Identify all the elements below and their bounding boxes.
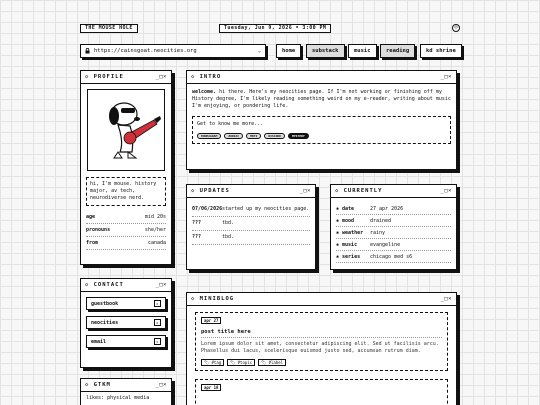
- update-row: 07/06/2026 started up my neocities page.: [192, 203, 310, 217]
- profile-window: [80, 70, 172, 265]
- blog-post: [195, 379, 448, 405]
- bullet-icon: ❀: [336, 217, 343, 224]
- updates-window: [186, 184, 316, 270]
- nav-music-button[interactable]: music: [348, 44, 377, 58]
- lock-icon: [85, 48, 90, 54]
- email-button[interactable]: email ▸: [86, 335, 166, 348]
- currently-row: ❀ mood drained: [336, 215, 451, 227]
- diamond-icon: ◇: [191, 74, 200, 80]
- window-controls[interactable]: _□×: [299, 188, 311, 194]
- post-date: apr 27: [201, 317, 221, 324]
- arrow-icon: ▸: [154, 338, 161, 345]
- site-title: THE MOUSE HOLE: [80, 24, 138, 33]
- smile-icon[interactable]: ☺: [452, 24, 460, 32]
- updates-titlebar[interactable]: [187, 185, 315, 198]
- miniblog-window: [186, 292, 457, 405]
- window-controls[interactable]: _□×: [155, 282, 167, 288]
- miniblog-titlebar[interactable]: [187, 293, 456, 306]
- intro-window: [186, 70, 457, 170]
- post-tag[interactable]: 🏷 #topic: [227, 359, 255, 366]
- neocities-button[interactable]: neocities ▸: [86, 316, 166, 329]
- intro-titlebar[interactable]: [187, 71, 456, 84]
- profile-field: age mid 20s: [86, 211, 166, 224]
- diamond-icon: ◇: [191, 296, 200, 302]
- pill-button[interactable]: MBTI: [246, 133, 261, 139]
- updates-title: UPDATES: [199, 188, 230, 194]
- diamond-icon: ◇: [191, 188, 200, 194]
- contact-titlebar[interactable]: [81, 279, 171, 292]
- pill-button[interactable]: ZODIAC: [224, 133, 243, 139]
- currently-row: ❀ series chicago med s6: [336, 251, 451, 263]
- post-tag[interactable]: 🏷 #tag: [201, 359, 224, 366]
- bullet-icon: ❀: [336, 205, 343, 212]
- window-controls[interactable]: _□×: [440, 74, 452, 80]
- currently-title: CURRENTLY: [343, 188, 383, 194]
- avatar: [87, 89, 165, 171]
- profile-bio: hi, I'm mouse. history major, av tech, neurodiverse nerd.: [86, 177, 166, 206]
- profile-field: from canada: [86, 237, 166, 250]
- diamond-icon: ◇: [85, 282, 94, 288]
- tag-icon: 🏷: [204, 360, 210, 365]
- arrow-icon: ▸: [154, 319, 161, 326]
- bullet-icon: ❀: [336, 229, 343, 236]
- intro-title: INTRO: [199, 74, 222, 80]
- window-controls[interactable]: _□×: [155, 74, 167, 80]
- blog-post: [195, 312, 448, 371]
- profile-field: pronouns she/her: [86, 224, 166, 237]
- currently-row: ❀ date 27 apr 2026: [336, 203, 451, 215]
- currently-row: ❀ music evangeline: [336, 239, 451, 251]
- window-controls[interactable]: _□×: [155, 382, 167, 388]
- update-row: ??? tbd.: [192, 231, 310, 245]
- bullet-icon: ❀: [336, 241, 343, 248]
- window-controls[interactable]: _□×: [440, 296, 452, 302]
- diamond-icon: ◇: [335, 188, 344, 194]
- miniblog-title: MINIBLOG: [199, 296, 235, 302]
- gtkm-window: [80, 378, 172, 405]
- tag-icon: 🏷: [261, 360, 267, 365]
- contact-window: [80, 278, 172, 368]
- contact-title: CONTACT: [93, 282, 124, 288]
- currently-window: [330, 184, 457, 270]
- gtkm-titlebar[interactable]: [81, 379, 171, 392]
- get-to-know-box: [192, 116, 451, 144]
- arrow-icon: ▸: [154, 300, 161, 307]
- gtkm-line: likes: physical media: [86, 395, 150, 401]
- nav-reading-button[interactable]: reading: [380, 44, 415, 58]
- intro-text: welcome. hi there. Here's my neocities page. If I'm not working or finishing off my History degree, I'm likely reading something weird on my e-reader, writing about music I'm enjoying, or pondering life.: [192, 89, 451, 109]
- currently-row: ❀ weather rainy: [336, 227, 451, 239]
- pill-button[interactable]: ENNEAGRAM: [197, 133, 221, 139]
- pill-button[interactable]: DISCORD: [264, 133, 285, 139]
- update-row: ??? tbd.: [192, 217, 310, 231]
- profile-titlebar[interactable]: [81, 71, 171, 84]
- currently-titlebar[interactable]: [331, 185, 456, 198]
- window-controls[interactable]: _□×: [440, 188, 452, 194]
- diamond-icon: ◇: [85, 382, 94, 388]
- bullet-icon: ❀: [336, 253, 343, 260]
- nav-home-button[interactable]: home: [276, 44, 301, 58]
- post-date: apr 18: [201, 384, 221, 391]
- chevron-down-icon[interactable]: ⌄: [257, 48, 261, 54]
- pill-button[interactable]: MYSTERY: [288, 133, 309, 139]
- nav-kd-shrine-button[interactable]: kd shrine: [420, 44, 462, 58]
- snoopy-guitar-image: [88, 90, 164, 170]
- url-text: https://cainsgoat.neocities.org: [94, 48, 197, 54]
- datetime-display: Tuesday, Jun 9, 2026 • 3:00 PM: [219, 24, 331, 33]
- profile-title: PROFILE: [93, 74, 124, 80]
- url-bar[interactable]: [80, 44, 266, 58]
- post-text: Lorem ipsum dolor sit amet, consectetur adipiscing elit. Sed ut facilisis arcu. Phasellus dui lacus, scelerisque euismod justo sed, accumsan rutrum diam.: [201, 341, 439, 354]
- post-title[interactable]: post title here: [201, 329, 442, 338]
- tag-icon: 🏷: [230, 360, 236, 365]
- gtkm-title: GTKM: [93, 382, 111, 388]
- get-to-know-label: Get to know me more...: [197, 121, 264, 127]
- post-tag[interactable]: 🏷 #label: [258, 359, 286, 366]
- diamond-icon: ◇: [85, 74, 94, 80]
- guestbook-button[interactable]: guestbook ▸: [86, 297, 166, 310]
- nav-substack-button[interactable]: substack: [306, 44, 345, 58]
